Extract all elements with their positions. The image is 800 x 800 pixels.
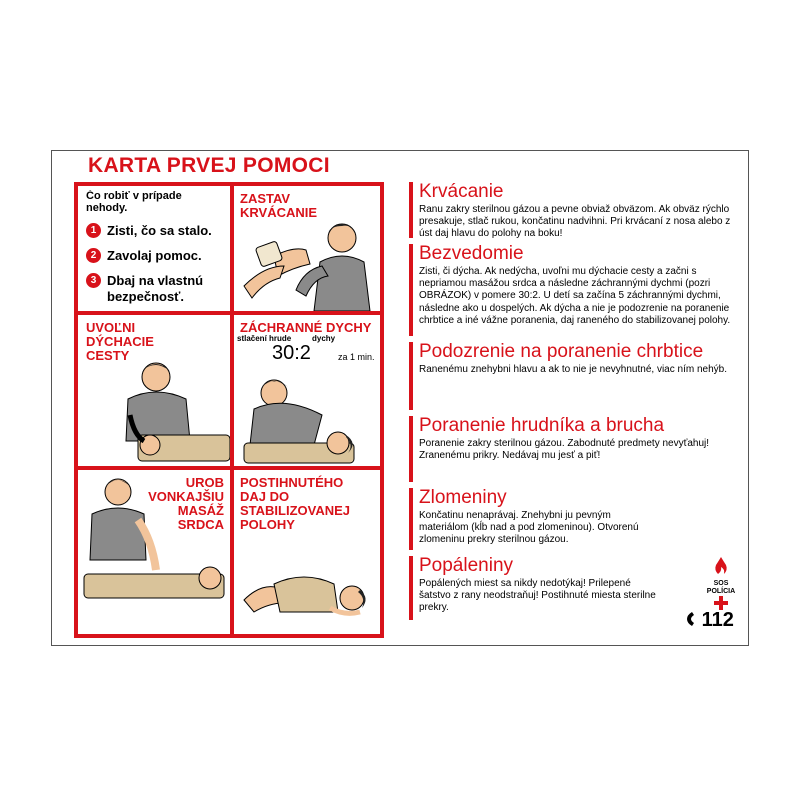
illustration-grid — [74, 182, 384, 638]
card-title: KARTA PRVEJ POMOCI — [88, 154, 330, 177]
breaths-label: dychy — [312, 334, 336, 343]
phone-icon — [686, 611, 696, 627]
emergency-icons — [705, 557, 737, 615]
section-body: Ranu zakry sterilnou gázou a pevne obviaž obväzom. Ak obväz rýchlo presakuje, stlač rukou, končatinu nadvihni. Pri krvácaní z nosa alebo z úst daj hlavu do polohy na boku! — [419, 204, 731, 240]
step-number: 3 — [86, 273, 101, 288]
section-body: Poranenie zakry sterilnou gázou. Zabodnuté predmety nevyťahuj! Zranenému prikry. Nedávaj mu jesť a piť! — [419, 438, 710, 462]
compressions-label: stlačení hrude — [237, 334, 292, 343]
section-title: Zlomeniny — [419, 487, 507, 508]
section-body: Končatinu nenaprávaj. Znehybni ju pevným materiálom (kĺb nad a pod zlomeninou). Otvorenú zlomeninu prekry sterilnou gázou. — [419, 510, 639, 546]
section-spinal-injury — [409, 342, 735, 416]
step-item — [86, 273, 226, 305]
panel-chest-compressions — [78, 470, 230, 634]
panel-recovery-position — [234, 470, 380, 634]
panel-stop-bleeding — [234, 186, 380, 311]
step-item — [86, 223, 226, 239]
panel-label: POSTIHNUTÉHO DAJ DO STABILIZOVANEJ POLOHY — [240, 475, 351, 532]
section-accent-bar — [409, 342, 413, 410]
bandaging-illustration — [234, 206, 380, 311]
section-accent-bar — [409, 244, 413, 336]
cpr-ratio: 30:2 — [272, 342, 311, 364]
panel-label: UROB VONKAJŠIU MASÁŽ SRDCA — [148, 475, 224, 532]
step-item — [86, 248, 226, 264]
recovery-position-illustration — [234, 560, 380, 630]
section-title: Podozrenie na poranenie chrbtice — [419, 341, 704, 362]
red-cross-icon — [714, 596, 728, 610]
rescue-breath-illustration — [234, 365, 380, 465]
section-accent-bar — [409, 416, 413, 482]
panel-rescue-breaths — [234, 315, 380, 466]
cpr-illustration — [78, 470, 230, 634]
sos-label: SOS — [713, 580, 729, 587]
section-title: Popáleniny — [419, 555, 514, 576]
section-title: Poranenie hrudníka a brucha — [419, 415, 665, 436]
steps-intro: Čo robiť v prípade nehody. — [86, 190, 182, 214]
section-accent-bar — [409, 556, 413, 620]
first-aid-card — [51, 150, 749, 646]
step-text: Zavolaj pomoc. — [107, 248, 202, 263]
section-fractures — [409, 488, 735, 556]
step-text: Dbaj na vlastnú bezpečnosť. — [107, 273, 204, 304]
panel-open-airway — [78, 315, 230, 466]
section-unconsciousness — [409, 244, 735, 342]
section-accent-bar — [409, 182, 413, 238]
section-body: Popálených miest sa nikdy nedotýkaj! Prilepené šatstvo z rany neodstraňuj! Postihnuté miesta sterilne prekry. — [419, 578, 656, 614]
step-number: 2 — [86, 248, 101, 263]
ratio-period: za 1 min. — [338, 352, 375, 362]
emergency-phone-number: 112 — [701, 609, 734, 631]
section-title: Krvácanie — [419, 181, 504, 202]
section-chest-abdomen-injury — [409, 416, 735, 488]
emergency-number — [686, 609, 734, 632]
section-body: Zisti, či dýcha. Ak nedýcha, uvoľni mu dýchacie cesty a začni s nepriamou masážou srdca a následne záchrannými dychmi (pozri OBRÁZOK) v pomere 30:2. U detí sa začína 5 záchrannými dychmi, následne ako u dospelých. Ak dýcha a nie je podozrenie na poranenie chrbtice a iné vážne poranenia, daj raneného do stabilizovanej polohy. — [419, 266, 731, 326]
step-text: Zisti, čo sa stalo. — [107, 223, 212, 238]
police-label: POLÍCIA — [706, 588, 736, 595]
section-accent-bar — [409, 488, 413, 550]
panel-label: UVOĽNI DÝCHACIE CESTY — [86, 320, 154, 363]
fire-icon — [714, 557, 728, 575]
step-number: 1 — [86, 223, 101, 238]
airway-illustration — [78, 355, 230, 465]
section-title: Bezvedomie — [419, 243, 524, 264]
section-body: Ranenému znehybni hlavu a ak to nie je nevyhnutné, viac ním nehýb. — [419, 364, 727, 375]
section-bleeding — [409, 182, 735, 244]
panel-label: ZASTAV KRVÁCANIE — [240, 191, 318, 220]
instructions-column — [409, 182, 735, 626]
panel-label: ZÁCHRANNÉ DYCHY — [240, 320, 372, 335]
panel-steps — [86, 190, 226, 310]
